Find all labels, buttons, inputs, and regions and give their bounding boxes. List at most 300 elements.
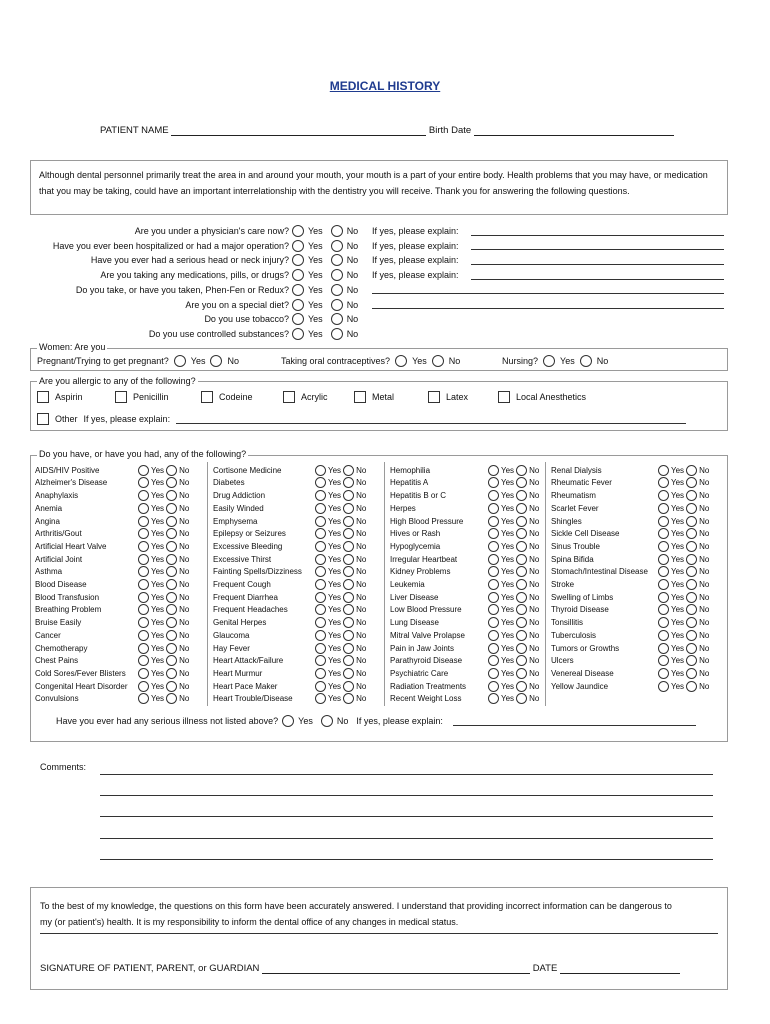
- no-radio[interactable]: [166, 528, 177, 539]
- yes-radio[interactable]: [315, 643, 326, 654]
- no-radio[interactable]: [166, 617, 177, 628]
- condition-row: [390, 489, 539, 502]
- no-radio[interactable]: [166, 592, 177, 603]
- condition-name: Hepatitis B or C: [390, 491, 447, 501]
- yes-radio[interactable]: [138, 655, 149, 666]
- yes-no-group: [138, 579, 189, 590]
- no-radio[interactable]: [166, 566, 177, 577]
- yes-radio[interactable]: [658, 617, 669, 628]
- yes-radio[interactable]: [138, 465, 149, 476]
- allergy-checkbox[interactable]: [283, 391, 295, 403]
- no-radio[interactable]: [516, 516, 527, 527]
- no-label: No: [699, 516, 710, 526]
- question-row: [30, 327, 372, 341]
- no-radio[interactable]: [343, 655, 354, 666]
- yes-radio[interactable]: [138, 516, 149, 527]
- no-radio[interactable]: [166, 668, 177, 679]
- no-radio[interactable]: [516, 643, 527, 654]
- condition-name: Frequent Cough: [213, 580, 271, 590]
- yes-radio[interactable]: [658, 516, 669, 527]
- yes-radio[interactable]: [488, 541, 499, 552]
- yes-label: Yes: [308, 299, 323, 310]
- yes-radio[interactable]: [315, 566, 326, 577]
- page-title: MEDICAL HISTORY: [329, 79, 441, 93]
- no-radio[interactable]: [166, 490, 177, 501]
- allergy-other-checkbox[interactable]: [37, 413, 49, 425]
- yes-radio[interactable]: [488, 668, 499, 679]
- allergy-checkbox[interactable]: [37, 391, 49, 403]
- yes-no-group: [315, 516, 366, 527]
- serious-no-radio[interactable]: [321, 715, 333, 727]
- no-radio[interactable]: [166, 477, 177, 488]
- yes-radio[interactable]: [658, 655, 669, 666]
- no-radio[interactable]: [343, 477, 354, 488]
- question-text: Are you under a physician's care now?: [134, 226, 289, 236]
- yes-radio[interactable]: [138, 617, 149, 628]
- no-radio[interactable]: [516, 503, 527, 514]
- no-radio[interactable]: [166, 630, 177, 641]
- no-radio[interactable]: [343, 668, 354, 679]
- allergy-label: Local Anesthetics: [516, 392, 587, 402]
- no-radio[interactable]: [516, 617, 527, 628]
- yes-radio[interactable]: [315, 503, 326, 514]
- no-label: No: [699, 605, 710, 615]
- yes-radio[interactable]: [488, 630, 499, 641]
- yes-no-group: [488, 643, 539, 654]
- condition-name: Artificial Joint: [35, 554, 83, 564]
- yes-radio[interactable]: [658, 554, 669, 565]
- condition-name: Alzheimer's Disease: [35, 478, 108, 488]
- yes-radio[interactable]: [658, 477, 669, 488]
- yes-radio[interactable]: [395, 355, 407, 367]
- yes-radio[interactable]: [315, 579, 326, 590]
- serious-illness-row: [56, 715, 696, 727]
- no-radio[interactable]: [516, 579, 527, 590]
- yes-label: Yes: [501, 656, 515, 666]
- allergy-label: Aspirin: [55, 392, 83, 402]
- no-radio[interactable]: [516, 604, 527, 615]
- no-radio[interactable]: [343, 643, 354, 654]
- yes-no-group: [488, 630, 539, 641]
- no-label: No: [356, 630, 367, 640]
- yes-radio[interactable]: [658, 490, 669, 501]
- yes-radio[interactable]: [292, 328, 304, 340]
- yes-radio[interactable]: [658, 579, 669, 590]
- yes-no-group: [138, 617, 189, 628]
- no-label: No: [529, 554, 540, 564]
- yes-radio[interactable]: [315, 592, 326, 603]
- no-label: No: [346, 299, 359, 310]
- yes-no-group: [138, 630, 189, 641]
- yes-label: Yes: [671, 503, 685, 513]
- no-radio[interactable]: [343, 604, 354, 615]
- no-radio[interactable]: [516, 566, 527, 577]
- comments-line[interactable]: [100, 795, 713, 796]
- yes-label: Yes: [671, 630, 685, 640]
- no-radio[interactable]: [166, 579, 177, 590]
- condition-name: Blood Transfusion: [35, 592, 100, 602]
- comments-line[interactable]: [100, 838, 713, 839]
- allergy-checkbox[interactable]: [115, 391, 127, 403]
- allergy-checkbox[interactable]: [354, 391, 366, 403]
- condition-row: [390, 528, 539, 541]
- yes-no-group: [658, 566, 709, 577]
- women-item: [37, 355, 239, 367]
- comments-line[interactable]: [100, 774, 713, 775]
- explain-field[interactable]: [372, 300, 724, 309]
- yes-radio[interactable]: [174, 355, 186, 367]
- yes-label: Yes: [671, 554, 685, 564]
- condition-row: [551, 502, 709, 515]
- yes-label: Yes: [151, 516, 165, 526]
- yes-radio[interactable]: [138, 630, 149, 641]
- no-radio[interactable]: [516, 465, 527, 476]
- yes-no-group: [138, 643, 189, 654]
- yes-radio[interactable]: [488, 477, 499, 488]
- yes-radio[interactable]: [315, 630, 326, 641]
- yes-radio[interactable]: [488, 554, 499, 565]
- no-radio[interactable]: [686, 630, 697, 641]
- no-radio[interactable]: [686, 617, 697, 628]
- condition-row: [213, 667, 366, 680]
- no-radio[interactable]: [343, 592, 354, 603]
- yes-no-group: [658, 477, 709, 488]
- no-radio[interactable]: [686, 554, 697, 565]
- no-radio[interactable]: [331, 299, 343, 311]
- condition-name: Heart Trouble/Disease: [213, 694, 293, 704]
- no-label: No: [179, 465, 190, 475]
- no-radio[interactable]: [343, 516, 354, 527]
- yes-no-group: [315, 465, 366, 476]
- patient-line: [100, 125, 674, 136]
- no-label: No: [529, 580, 540, 590]
- yes-radio[interactable]: [315, 490, 326, 501]
- condition-name: Genital Herpes: [213, 618, 267, 628]
- yes-radio[interactable]: [292, 254, 304, 266]
- yes-label: Yes: [308, 270, 323, 281]
- yes-radio[interactable]: [138, 693, 149, 704]
- no-radio[interactable]: [166, 465, 177, 476]
- no-radio[interactable]: [331, 328, 343, 340]
- yes-radio[interactable]: [138, 503, 149, 514]
- no-radio[interactable]: [580, 355, 592, 367]
- yes-radio[interactable]: [315, 604, 326, 615]
- condition-row: [213, 604, 366, 617]
- date-field[interactable]: [560, 964, 680, 974]
- yes-radio[interactable]: [315, 516, 326, 527]
- yes-label: Yes: [151, 580, 165, 590]
- yes-radio[interactable]: [488, 604, 499, 615]
- no-radio[interactable]: [686, 465, 697, 476]
- no-radio[interactable]: [686, 503, 697, 514]
- no-radio[interactable]: [516, 592, 527, 603]
- no-radio[interactable]: [331, 284, 343, 296]
- yes-radio[interactable]: [658, 643, 669, 654]
- explain-group: [372, 241, 724, 251]
- no-radio[interactable]: [516, 554, 527, 565]
- condition-row: [390, 566, 539, 579]
- no-radio[interactable]: [166, 655, 177, 666]
- yes-radio[interactable]: [138, 528, 149, 539]
- no-label: No: [529, 478, 540, 488]
- no-radio[interactable]: [331, 269, 343, 281]
- no-radio[interactable]: [343, 566, 354, 577]
- no-label: No: [529, 592, 540, 602]
- explain-field[interactable]: [471, 256, 724, 265]
- question-row: [30, 283, 724, 297]
- yes-radio[interactable]: [658, 592, 669, 603]
- yes-radio[interactable]: [315, 528, 326, 539]
- no-radio[interactable]: [343, 617, 354, 628]
- yes-radio[interactable]: [488, 617, 499, 628]
- no-radio[interactable]: [166, 643, 177, 654]
- yes-radio[interactable]: [292, 269, 304, 281]
- explain-field[interactable]: [372, 285, 724, 294]
- yes-radio[interactable]: [315, 477, 326, 488]
- birth-date-label: Birth Date: [428, 125, 472, 136]
- condition-name: Tuberculosis: [551, 630, 597, 640]
- yes-radio[interactable]: [658, 604, 669, 615]
- no-radio[interactable]: [166, 604, 177, 615]
- no-radio[interactable]: [686, 541, 697, 552]
- condition-row: [213, 578, 366, 591]
- no-radio[interactable]: [343, 554, 354, 565]
- allergy-other-explain-field[interactable]: [176, 415, 686, 424]
- condition-row: [390, 642, 539, 655]
- yes-label: Yes: [298, 716, 313, 726]
- yes-no-group: [658, 617, 709, 628]
- yes-radio[interactable]: [138, 643, 149, 654]
- no-radio[interactable]: [331, 240, 343, 252]
- yes-label: Yes: [151, 605, 165, 615]
- yes-radio[interactable]: [658, 465, 669, 476]
- explain-field[interactable]: [471, 227, 724, 236]
- yes-radio[interactable]: [488, 490, 499, 501]
- allergy-checkbox[interactable]: [201, 391, 213, 403]
- no-radio[interactable]: [516, 681, 527, 692]
- yes-no-group: [658, 541, 709, 552]
- yes-radio[interactable]: [658, 668, 669, 679]
- yes-radio[interactable]: [488, 465, 499, 476]
- yes-radio[interactable]: [138, 604, 149, 615]
- no-radio[interactable]: [686, 655, 697, 666]
- condition-row: [35, 553, 189, 566]
- no-radio[interactable]: [686, 490, 697, 501]
- no-radio[interactable]: [331, 225, 343, 237]
- yes-radio[interactable]: [658, 630, 669, 641]
- yes-label: Yes: [501, 605, 515, 615]
- no-radio[interactable]: [166, 681, 177, 692]
- no-radio[interactable]: [343, 528, 354, 539]
- no-radio[interactable]: [686, 528, 697, 539]
- yes-radio[interactable]: [315, 554, 326, 565]
- no-radio[interactable]: [516, 693, 527, 704]
- yes-radio[interactable]: [488, 655, 499, 666]
- no-radio[interactable]: [166, 541, 177, 552]
- allergy-label: Penicillin: [133, 392, 169, 402]
- signature-field[interactable]: [262, 964, 530, 974]
- condition-row: [35, 591, 189, 604]
- no-label: No: [356, 681, 367, 691]
- condition-row: [390, 502, 539, 515]
- condition-name: Liver Disease: [390, 592, 439, 602]
- yes-radio[interactable]: [138, 477, 149, 488]
- explain-field[interactable]: [471, 271, 724, 280]
- no-radio[interactable]: [516, 490, 527, 501]
- allergy-checkbox[interactable]: [428, 391, 440, 403]
- condition-row: [551, 553, 709, 566]
- no-radio[interactable]: [686, 579, 697, 590]
- yes-radio[interactable]: [138, 681, 149, 692]
- condition-name: Cortisone Medicine: [213, 465, 282, 475]
- condition-name: Stomach/Intestinal Disease: [551, 567, 648, 577]
- yes-radio[interactable]: [315, 681, 326, 692]
- no-radio[interactable]: [166, 503, 177, 514]
- yes-no-group: [138, 490, 189, 501]
- yes-no-group: [138, 503, 189, 514]
- condition-name: Artificial Heart Valve: [35, 541, 107, 551]
- no-radio[interactable]: [686, 681, 697, 692]
- yes-label: Yes: [671, 618, 685, 628]
- no-radio[interactable]: [516, 655, 527, 666]
- explain-field[interactable]: [471, 241, 724, 250]
- yes-radio[interactable]: [488, 516, 499, 527]
- yes-no-group: [658, 579, 709, 590]
- no-label: No: [699, 668, 710, 678]
- signature-label: SIGNATURE OF PATIENT, PARENT, or GUARDIAN: [40, 963, 260, 974]
- yes-radio[interactable]: [658, 681, 669, 692]
- yes-label: Yes: [151, 503, 165, 513]
- no-radio[interactable]: [686, 566, 697, 577]
- yes-radio[interactable]: [488, 579, 499, 590]
- yes-radio[interactable]: [292, 225, 304, 237]
- yes-label: Yes: [151, 567, 165, 577]
- yes-radio[interactable]: [488, 566, 499, 577]
- no-radio[interactable]: [343, 630, 354, 641]
- birth-date-field[interactable]: [474, 126, 674, 136]
- no-radio[interactable]: [343, 681, 354, 692]
- allergy-checkbox[interactable]: [498, 391, 510, 403]
- yes-radio[interactable]: [488, 592, 499, 603]
- no-radio[interactable]: [343, 503, 354, 514]
- yes-radio[interactable]: [543, 355, 555, 367]
- no-radio[interactable]: [686, 592, 697, 603]
- yes-radio[interactable]: [315, 465, 326, 476]
- allergy-item: [283, 391, 328, 403]
- yes-radio[interactable]: [488, 503, 499, 514]
- yes-label: Yes: [151, 656, 165, 666]
- yes-radio[interactable]: [488, 681, 499, 692]
- yes-radio[interactable]: [138, 592, 149, 603]
- no-label: No: [529, 618, 540, 628]
- no-label: No: [356, 643, 367, 653]
- no-label: No: [179, 491, 190, 501]
- yes-radio[interactable]: [138, 579, 149, 590]
- yes-no-group: [315, 604, 366, 615]
- yes-radio[interactable]: [292, 313, 304, 325]
- yes-radio[interactable]: [315, 668, 326, 679]
- no-radio[interactable]: [686, 516, 697, 527]
- yes-no-group: [488, 693, 539, 704]
- condition-row: [35, 502, 189, 515]
- yes-no-group: [315, 681, 366, 692]
- yes-radio[interactable]: [292, 284, 304, 296]
- condition-row: [390, 667, 539, 680]
- no-radio[interactable]: [343, 541, 354, 552]
- yes-label: Yes: [328, 694, 342, 704]
- yes-radio[interactable]: [315, 655, 326, 666]
- condition-name: Thyroid Disease: [551, 605, 609, 615]
- yes-radio[interactable]: [658, 541, 669, 552]
- explain-label: If yes, please explain:: [372, 226, 459, 236]
- yes-radio[interactable]: [138, 668, 149, 679]
- condition-name: Tumors or Growths: [551, 643, 620, 653]
- comments-line[interactable]: [100, 816, 713, 817]
- no-radio[interactable]: [343, 465, 354, 476]
- condition-row: [390, 578, 539, 591]
- yes-radio[interactable]: [488, 643, 499, 654]
- condition-row: [213, 502, 366, 515]
- no-radio[interactable]: [686, 668, 697, 679]
- no-radio[interactable]: [686, 643, 697, 654]
- no-radio[interactable]: [331, 254, 343, 266]
- no-radio[interactable]: [516, 668, 527, 679]
- no-label: No: [356, 592, 367, 602]
- yes-radio[interactable]: [138, 566, 149, 577]
- comments-line[interactable]: [100, 859, 713, 860]
- no-radio[interactable]: [343, 579, 354, 590]
- no-radio[interactable]: [166, 554, 177, 565]
- yes-radio[interactable]: [138, 490, 149, 501]
- yes-radio[interactable]: [315, 541, 326, 552]
- yes-radio[interactable]: [138, 541, 149, 552]
- no-radio[interactable]: [343, 693, 354, 704]
- yes-no-group: [315, 541, 366, 552]
- no-radio[interactable]: [516, 477, 527, 488]
- yes-radio[interactable]: [315, 617, 326, 628]
- no-radio[interactable]: [516, 630, 527, 641]
- no-radio[interactable]: [686, 604, 697, 615]
- no-radio[interactable]: [166, 693, 177, 704]
- yes-radio[interactable]: [292, 299, 304, 311]
- no-radio[interactable]: [210, 355, 222, 367]
- yes-no-group: [292, 269, 372, 281]
- no-radio[interactable]: [516, 541, 527, 552]
- yes-radio[interactable]: [292, 240, 304, 252]
- condition-row: [35, 642, 189, 655]
- no-radio[interactable]: [166, 516, 177, 527]
- no-radio[interactable]: [686, 477, 697, 488]
- yes-radio[interactable]: [658, 503, 669, 514]
- no-radio[interactable]: [432, 355, 444, 367]
- yes-radio[interactable]: [138, 554, 149, 565]
- yes-label: Yes: [151, 681, 165, 691]
- yes-radio[interactable]: [658, 566, 669, 577]
- no-radio[interactable]: [331, 313, 343, 325]
- no-label: No: [346, 226, 359, 236]
- serious-explain-field[interactable]: [453, 717, 696, 726]
- serious-yes-radio[interactable]: [282, 715, 294, 727]
- yes-radio[interactable]: [315, 693, 326, 704]
- yes-radio[interactable]: [488, 528, 499, 539]
- yes-no-group: [138, 668, 189, 679]
- no-radio[interactable]: [516, 528, 527, 539]
- yes-radio[interactable]: [488, 693, 499, 704]
- yes-radio[interactable]: [658, 528, 669, 539]
- no-radio[interactable]: [343, 490, 354, 501]
- no-label: No: [356, 516, 367, 526]
- patient-name-field[interactable]: [171, 126, 426, 136]
